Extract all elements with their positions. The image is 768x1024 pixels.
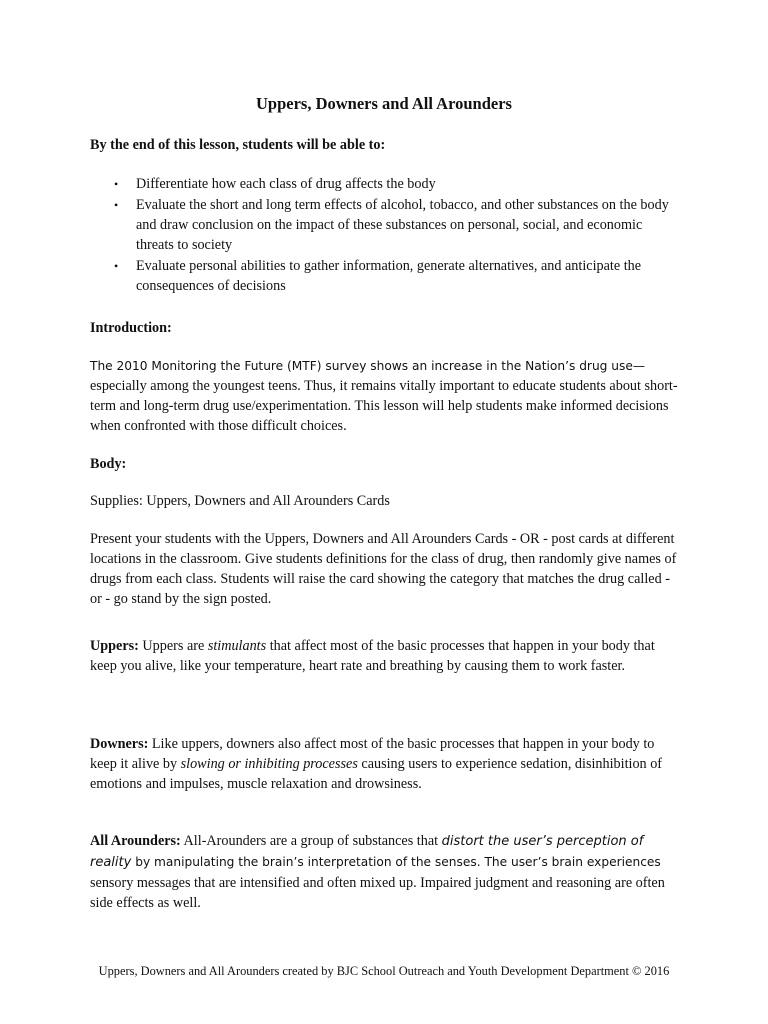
- introduction-heading: Introduction:: [90, 320, 172, 336]
- body-heading: Body:: [90, 456, 127, 472]
- all-arounders-text-after: sensory messages that are intensified and often mixed up. Impaired judgment and reasoning are often side effects as well.: [90, 875, 665, 911]
- uppers-text-before: Uppers are: [138, 638, 208, 654]
- supplies-text: Supplies: Uppers, Downers and All Arounders Cards: [90, 493, 390, 509]
- downers-text-before: Like uppers, downers also affect most of the basic processes that happen in your body to keep it alive by: [90, 736, 655, 772]
- objective-text: Evaluate personal abilities to gather information, generate alternatives, and anticipate the consequences of decisions: [136, 258, 642, 294]
- uppers-paragraph: [90, 636, 678, 676]
- all-arounders-text-before: All-Arounders are a group of substances that: [180, 833, 442, 849]
- document-page: [90, 0, 678, 1024]
- introduction-text: especially among the youngest teens. Thus, it remains vitally important to educate students about short-term and long-term drug use/experimentation. This lesson will help students make informed decisions when confronted with those difficult choices.: [90, 378, 678, 434]
- downers-text-after: causing users to experience sedation, disinhibition of emotions and impulses, muscle relaxation and drowsiness.: [90, 756, 663, 792]
- uppers-emphasis: stimulants: [207, 638, 267, 654]
- downers-emphasis: slowing or inhibiting processes: [180, 756, 358, 772]
- bullet-icon: •: [114, 259, 119, 273]
- bullet-icon: •: [114, 198, 119, 212]
- downers-label: Downers:: [90, 736, 149, 752]
- objectives-list: [90, 174, 678, 297]
- objective-item: [90, 195, 678, 255]
- introduction-paragraph: [90, 356, 678, 436]
- objective-text: Differentiate how each class of drug affects the body: [136, 176, 436, 192]
- objective-text: Evaluate the short and long term effects of alcohol, tobacco, and other substances on the body and draw conclusion on the impact of these substances on personal, social, and economic threats to society: [136, 197, 669, 253]
- introduction-survey-text: The 2010 Monitoring the Future (MTF) survey shows an increase in the Nation’s drug use—: [90, 359, 646, 373]
- objectives-intro: By the end of this lesson, students will be able to:: [90, 137, 386, 153]
- all-arounders-paragraph: [90, 831, 678, 913]
- all-arounders-sans-text: by manipulating the brain’s interpretation of the senses. The user’s brain experiences: [131, 855, 661, 869]
- objective-item: [90, 174, 678, 194]
- all-arounders-label: All Arounders:: [90, 833, 181, 849]
- instructions-paragraph: Present your students with the Uppers, Downers and All Arounders Cards - OR - post cards at different locations in the classroom. Give students definitions for the class of drug, then randomly give names of drugs from each class. Students will raise the card showing the category that matches the drug called - or - go stand by the sign posted.: [90, 531, 677, 607]
- uppers-label: Uppers:: [90, 638, 139, 654]
- document-title: Uppers, Downers and All Arounders: [256, 94, 512, 113]
- bullet-icon: •: [114, 177, 119, 191]
- uppers-text-after: that affect most of the basic processes that happen in your body that keep you alive, like your temperature, heart rate and breathing by causing them to work faster.: [90, 638, 655, 674]
- downers-paragraph: [90, 734, 678, 794]
- objective-item: [90, 256, 678, 296]
- page-footer: Uppers, Downers and All Arounders created by BJC School Outreach and Youth Development Department © 2016: [98, 964, 670, 978]
- all-arounders-emphasis: distort the user’s perception of reality: [90, 834, 644, 870]
